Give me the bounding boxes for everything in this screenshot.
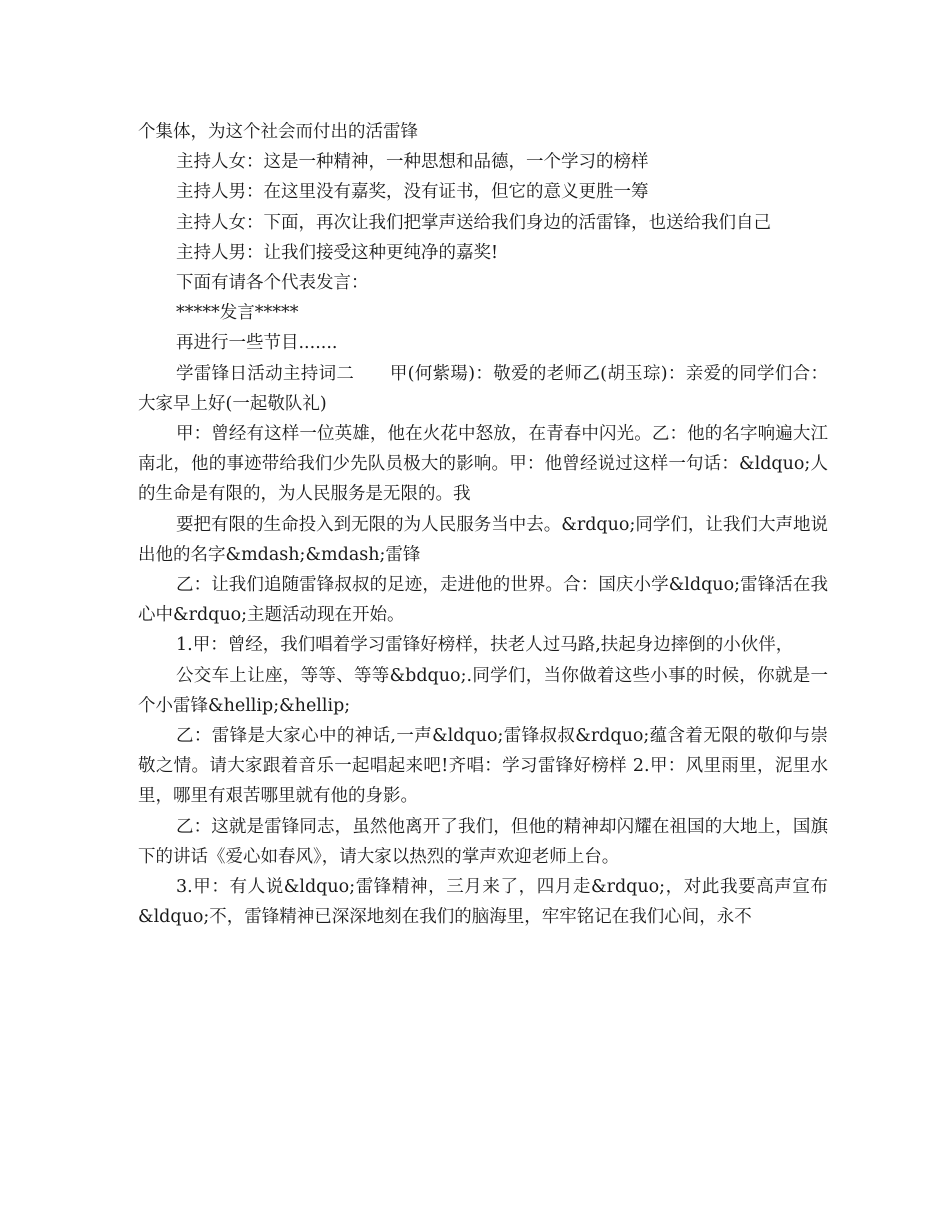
paragraph: 乙：让我们追随雷锋叔叔的足迹，走进他的世界。合：国庆小学&ldquo;雷锋活在我心中&rdquo;主题活动现在开始。 [138, 575, 828, 626]
document-body [138, 117, 828, 932]
paragraph: 甲：曾经有这样一位英雄，他在火花中怒放，在青春中闪光。乙：他的名字响遍大江南北，他的事迹带给我们少先队员极大的影响。甲：他曾经说过这样一句话：&ldquo;人的生命是有限的，为人民服务是无限的。我 [138, 424, 828, 505]
paragraph: 个集体，为这个社会而付出的活雷锋 [138, 122, 418, 142]
paragraph: 3.甲：有人说&ldquo;雷锋精神，三月来了，四月走&rdquo;，对此我要高声宣布&ldquo;不，雷锋精神已深深地刻在我们的脑海里，牢牢铭记在我们心间，永不 [138, 877, 828, 928]
paragraph: 主持人女：这是一种精神，一种思想和品德，一个学习的榜样 [176, 152, 649, 173]
paragraph: 下面有请各个代表发言： [176, 273, 369, 294]
paragraph: 乙：雷锋是大家心中的神话,一声&ldquo;雷锋叔叔&rdquo;蕴含着无限的敬仰与崇敬之情。请大家跟着音乐一起唱起来吧!齐唱：学习雷锋好榜样 2.甲：风里雨里，泥里水里，哪里有艰苦哪里就有他的身影。 [138, 726, 828, 807]
paragraph: 学雷锋日活动主持词二 甲(何紫瑒)：敬爱的老师乙(胡玉琮)：亲爱的同学们合：大家早上好(一起敬队礼) [138, 363, 828, 414]
paragraph: *****发言***** [176, 303, 299, 324]
paragraph: 要把有限的生命投入到无限的为人民服务当中去。&rdquo;同学们，让我们大声地说出他的名字&mdash;&mdash;雷锋 [138, 514, 828, 565]
paragraph: 乙：这就是雷锋同志，虽然他离开了我们，但他的精神却闪耀在祖国的大地上，国旗下的讲话《爱心如春风》，请大家以热烈的掌声欢迎老师上台。 [138, 816, 828, 867]
paragraph: 主持人男：在这里没有嘉奖，没有证书，但它的意义更胜一筹 [176, 182, 649, 203]
paragraph: 1.甲：曾经，我们唱着学习雷锋好榜样，扶老人过马路,扶起身边摔倒的小伙伴， [176, 635, 794, 656]
paragraph: 主持人男：让我们接受这种更纯净的嘉奖! [176, 242, 499, 263]
paragraph: 公交车上让座，等等、等等&bdquo;.同学们，当你做着这些小事的时候，你就是一个小雷锋&hellip;&hellip; [138, 665, 828, 716]
paragraph: 主持人女：下面，再次让我们把掌声送给我们身边的活雷锋，也送给我们自己 [176, 212, 771, 233]
paragraph: 再进行一些节目....... [176, 333, 338, 354]
